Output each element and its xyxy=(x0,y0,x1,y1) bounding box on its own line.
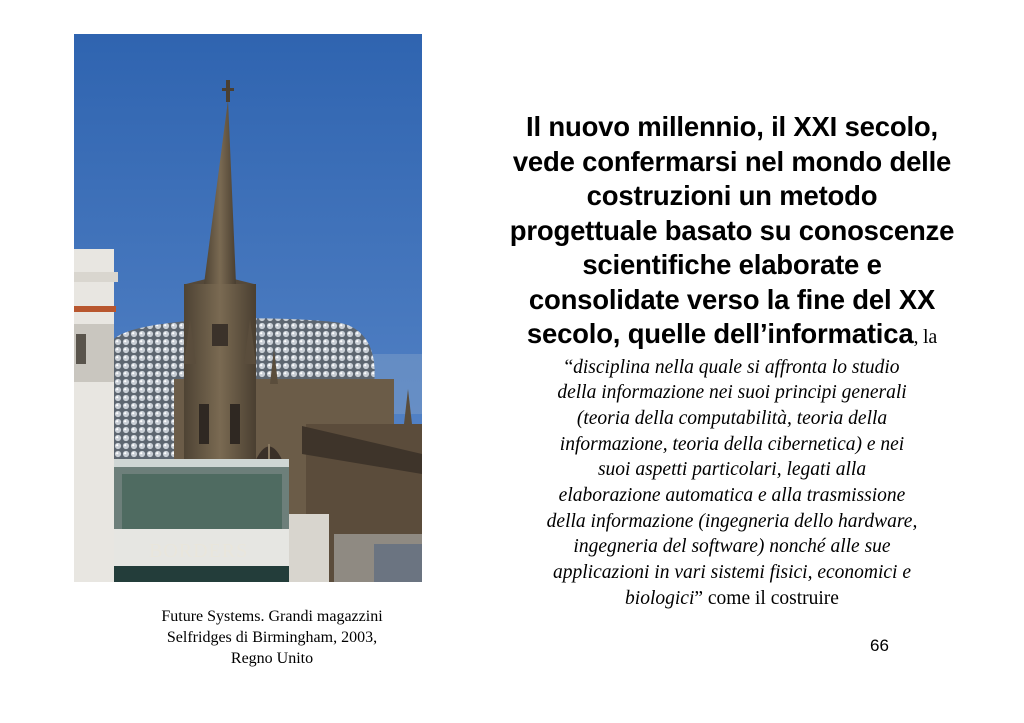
quote-line xyxy=(508,534,956,560)
headline-line: progettuale basato su conoscenze xyxy=(509,214,955,246)
quote-line xyxy=(508,483,956,509)
quote-text: disciplina nella quale si affronta lo studio xyxy=(573,356,900,378)
headline-line: costruzioni un metodo xyxy=(586,180,878,211)
quote-line xyxy=(508,355,956,381)
quote-text: biologici xyxy=(625,587,695,609)
quote-text: (teoria della computabilità, teoria della xyxy=(576,407,888,429)
quote-text: della informazione nei suoi principi generali xyxy=(557,382,907,404)
quote-open-mark: “ xyxy=(564,356,574,378)
quote-line xyxy=(508,406,956,432)
quote-close: ” come il costruire xyxy=(694,587,839,609)
quote-text: suoi aspetti particolari, legati alla xyxy=(597,459,867,481)
quote-line xyxy=(508,560,956,586)
quote-line xyxy=(508,457,956,483)
quote-line xyxy=(508,380,956,406)
caption-line: Selfridges di Birmingham, 2003, xyxy=(166,629,378,646)
headline-line: secolo, quelle dell’informatica xyxy=(526,318,914,349)
quote-text: ingegneria del software) nonché alle sue xyxy=(573,536,891,558)
main-text xyxy=(508,110,956,612)
photo-illustration xyxy=(74,34,422,582)
building-photo xyxy=(74,34,422,582)
headline-line: scientifiche elaborate e xyxy=(582,249,882,280)
quote-line xyxy=(508,586,956,612)
quote-text: elaborazione automatica e alla trasmissione xyxy=(558,485,906,507)
quote-text: applicazioni in vari sistemi fisici, economici e xyxy=(553,562,911,584)
page-number: 66 xyxy=(870,636,889,655)
headline xyxy=(508,110,956,355)
headline-line: vede confermarsi nel mondo delle xyxy=(512,145,952,177)
headline-line: consolidate verso la fine del XX xyxy=(528,283,936,315)
quote-text: informazione, teoria della cibernetica) e nei xyxy=(559,433,905,455)
headline-line-last xyxy=(508,317,956,355)
shop-sign: BORDERS xyxy=(149,540,249,562)
quote-line xyxy=(508,432,956,458)
quotation xyxy=(508,355,956,612)
headline-line: Il nuovo millennio, il XXI secolo, xyxy=(526,111,938,142)
headline-tail: , la xyxy=(913,326,938,348)
photo-caption xyxy=(128,606,416,669)
caption-line: Future Systems. Grandi magazzini xyxy=(161,608,383,625)
caption-line: Regno Unito xyxy=(230,650,314,667)
quote-line xyxy=(508,509,956,535)
quote-text: della informazione (ingegneria dello hardware, xyxy=(546,510,918,532)
